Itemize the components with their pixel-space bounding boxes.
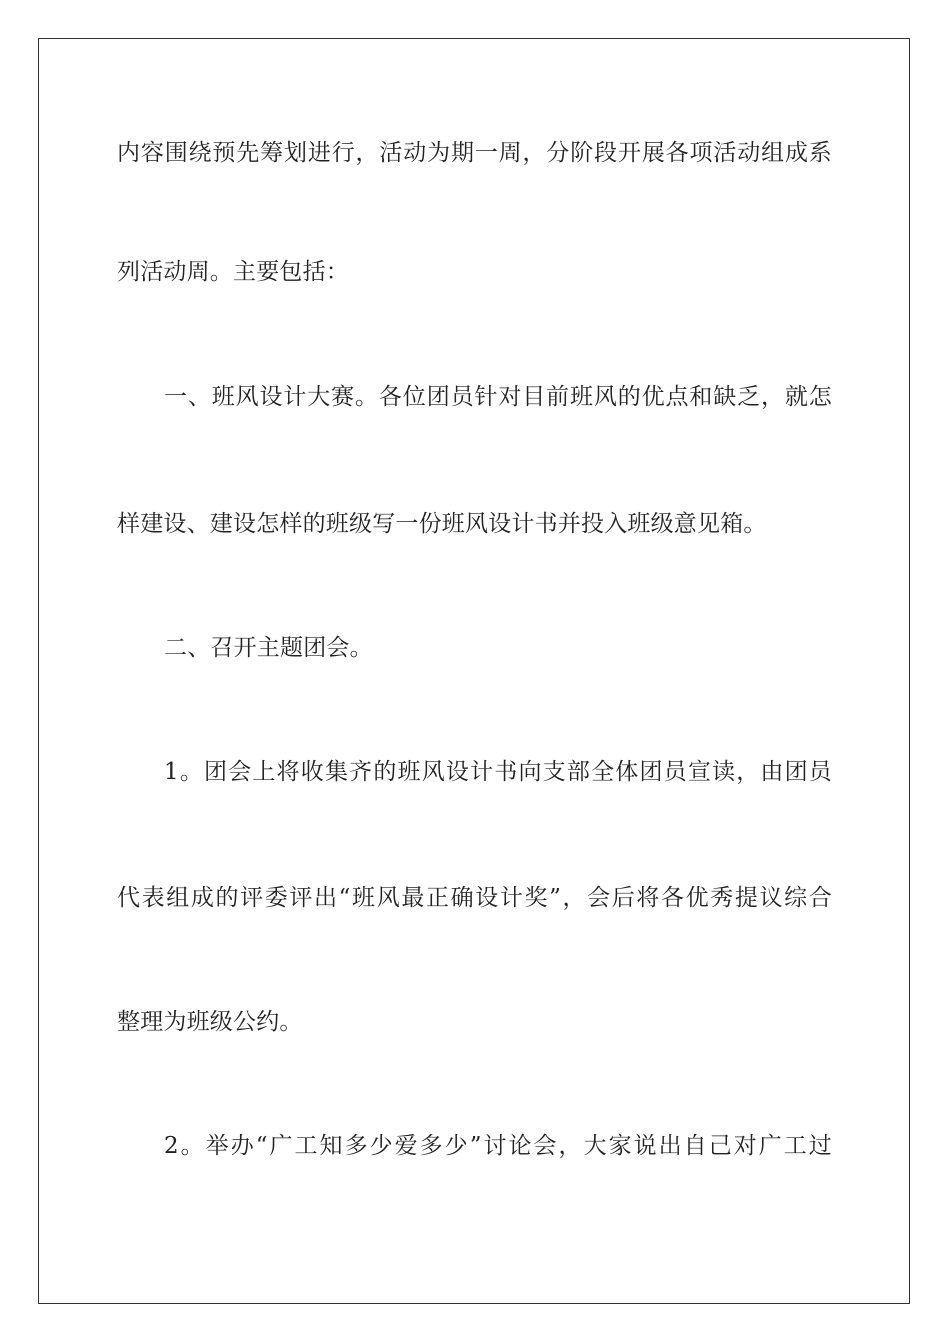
text-line-3: 一、班风设计大赛。各位团员针对目前班风的优点和缺乏，就怎	[164, 384, 832, 410]
text-line-9: 2。举办“广工知多少爱多少”讨论会，大家说出自己对广工过	[164, 1133, 832, 1159]
text-line-8: 整理为班级公约。	[117, 1009, 303, 1035]
page-frame	[38, 38, 910, 1304]
text-line-5: 二、召开主题团会。	[164, 635, 373, 661]
text-line-1: 内容围绕预先筹划进行，活动为期一周，分阶段开展各项活动组成系	[117, 140, 832, 166]
text-line-6: 1。团会上将收集齐的班风设计书向支部全体团员宣读，由团员	[164, 759, 832, 785]
text-line-2: 列活动周。主要包括：	[117, 259, 349, 285]
text-line-7: 代表组成的评委评出“班风最正确设计奖”，会后将各优秀提议综合	[117, 885, 832, 911]
text-line-4: 样建设、建设怎样的班级写一份班风设计书并投入班级意见箱。	[117, 511, 767, 537]
